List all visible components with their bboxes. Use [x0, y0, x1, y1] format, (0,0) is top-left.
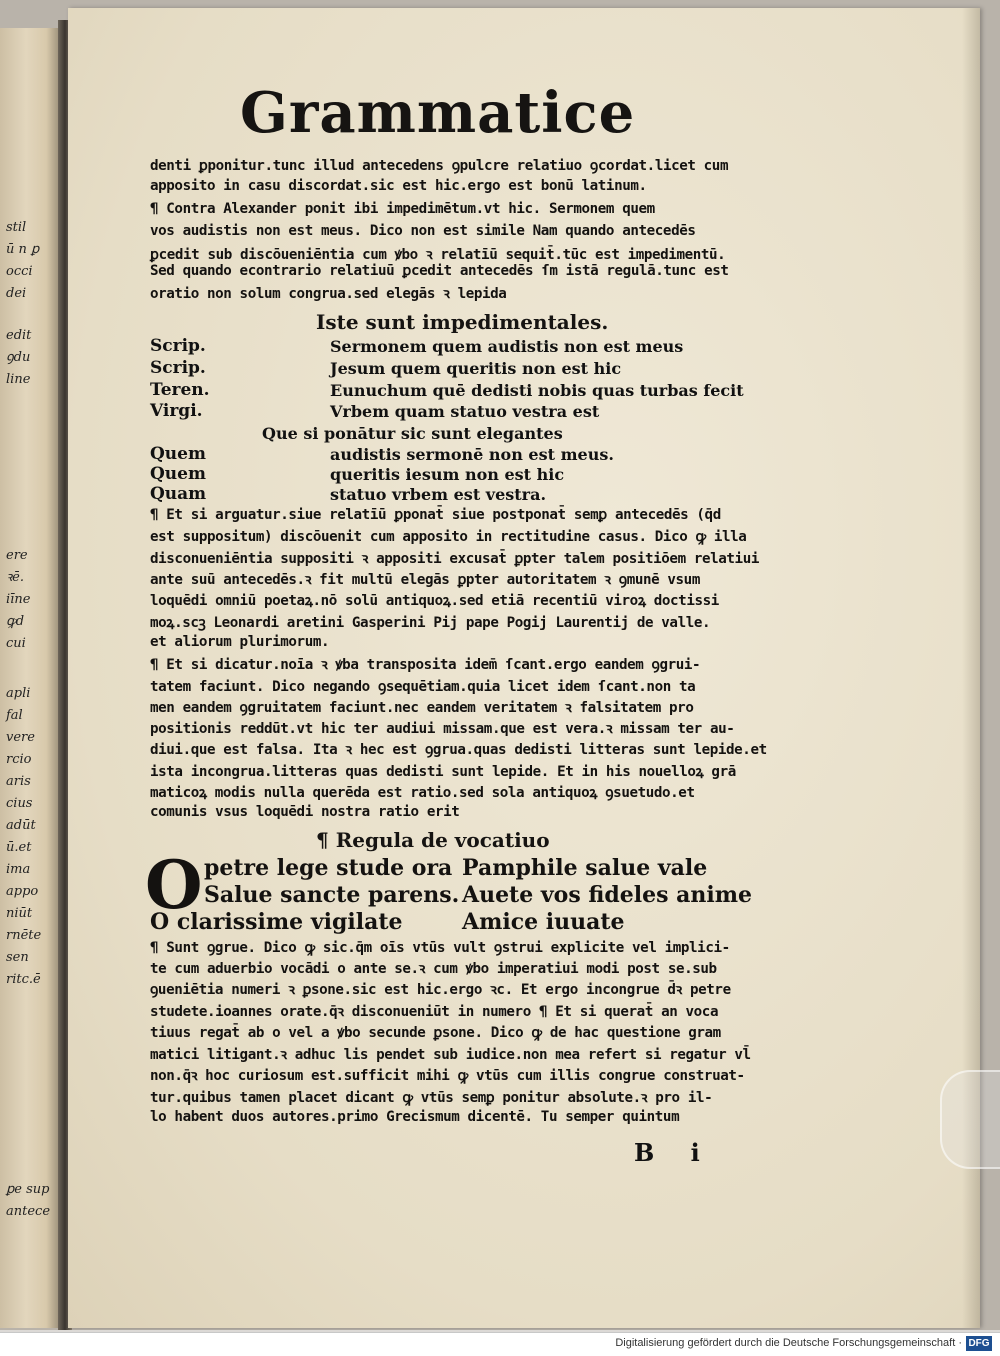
example-word: Quam: [150, 484, 207, 504]
section-heading: Iste sunt impedimentales.: [316, 310, 609, 334]
facing-page-fragment: ū.et: [6, 840, 32, 855]
example-text: Jesum quem queritis non est hic: [330, 359, 622, 378]
facing-page-fragment: dei: [6, 286, 27, 301]
example-word: Quem: [150, 464, 206, 484]
dfg-logo: DFG: [966, 1336, 992, 1351]
facing-page-fragment: vere: [6, 730, 35, 745]
text-line: disconueniēntia suppositi ꝛ appositi excusat̄ ꝑpter talem positiōem relatiui: [150, 551, 759, 567]
facing-page-fragment: stil: [6, 220, 27, 235]
text-line: te cum aduerbio vocādi o ante se.ꝛ cum ꝟbo imperatiui modi post se.sub: [150, 961, 717, 977]
page-title: Grammatice: [240, 80, 636, 146]
example-word: Quem: [150, 444, 206, 464]
facing-page-fragment: ū n ꝑ: [6, 242, 40, 257]
facing-page-fragment: appo: [6, 884, 39, 899]
text-line: comunis vsus loquēdi nostra ratio erit: [150, 804, 460, 820]
facing-page-fragment: ritc.ē: [6, 972, 41, 987]
text-line: ¶ Contra Alexander ponit ibi impedimētum.vt hic. Sermonem quem: [150, 201, 655, 217]
facing-page-fragment: ima: [6, 862, 31, 877]
page-clip: [940, 1070, 1000, 1169]
facing-page-fragment: sen: [6, 950, 29, 965]
text-line: ante suū antecedēs.ꝛ fit multū elegās ꝑpter autoritatem ꝛ ꝯmunē vsum: [150, 572, 700, 588]
text-line: diui.que est falsa. Ita ꝛ hec est ꝯgrua.quas dedisti litteras sunt lepide.et: [150, 742, 767, 758]
text-line: matici litigant.ꝛ adhuc lis pendet sub iudice.non mea refert si regatur vl̄: [150, 1047, 751, 1063]
vocative-example: Salue sancte parens.: [204, 882, 460, 908]
section-heading: ¶ Regula de vocatiuo: [316, 828, 550, 852]
text-line: vos audistis non est meus. Dico non est simile Nam quando antecedēs: [150, 223, 696, 239]
text-line: men eandem ꝯgruitatem faciunt.nec eandem veritatem ꝛ falsitatem pro: [150, 700, 694, 716]
text-line: ꝯueniētia numeri ꝛ ꝑsone.sic est hic.ergo ꝛc. Et ergo incongrue d̄ꝛ petre: [150, 982, 731, 998]
facing-page-fragment: apli: [6, 686, 31, 701]
text-line: denti ꝑponitur.tunc illud antecedens ꝯpulcre relatiuo ꝯcordat.licet cum: [150, 158, 729, 174]
text-line: oratio non solum congrua.sed elegās ꝛ lepida: [150, 286, 507, 302]
facing-page-edge: [0, 28, 58, 1328]
text-line: tatem faciunt. Dico negando ꝯsequētiam.quia licet idem ſcant.non ta: [150, 679, 696, 695]
facing-page-fragment: ꝯdu: [6, 350, 31, 365]
signature-mark: B i: [634, 1138, 714, 1167]
facing-page-fragment: antece: [6, 1204, 51, 1219]
text-line: ¶ Sunt ꝯgrue. Dico ꝙ sic.q̄m oīs vtūs vult ꝯstrui explicite vel implici-: [150, 940, 730, 956]
facing-page-fragment: ꝛē.: [6, 570, 24, 585]
text-line: ꝑcedit sub discōueniēntia cum ꝟbo ꝛ relatīū sequit̄.tūc est impedimentū.: [150, 247, 726, 263]
text-line: tiuus regat̄ ab o vel a ꝟbo secunde ꝑsone. Dico ꝙ de hac questione gram: [150, 1025, 721, 1041]
vocative-example: Amice iuuate: [462, 909, 625, 935]
facing-page-fragment: rcio: [6, 752, 32, 767]
text-line: est suppositum) discōuenit cum apposito in rectitudine casus. Dico ꝙ illa: [150, 529, 747, 545]
text-line: ¶ Et si arguatur.siue relatīū ꝑponat̄ siue postponat̄ semꝑ antecedēs (q̄d: [150, 507, 721, 523]
footer-bar: [0, 1332, 1000, 1356]
facing-page-fragment: aris: [6, 774, 31, 789]
text-line: positionis reddūt.vt hic ter audiui missam.que est vera.ꝛ missam ter au-: [150, 721, 735, 737]
drop-cap: O: [145, 846, 203, 924]
example-text: Eunuchum quē dedisti nobis quas turbas fecit: [330, 381, 744, 400]
example-text: audistis sermonē non est meus.: [330, 445, 614, 464]
text-line: tur.quibus tamen placet dicant ꝙ vtūs semꝑ ponitur absolute.ꝛ pro il-: [150, 1090, 713, 1106]
text-line: moꝝ.scꝫ Leonardi aretini Gasperini Pij pape Pogij Laurentij de valle.: [150, 615, 711, 631]
facing-page-fragment: adūt: [6, 818, 36, 833]
example-source: Teren.: [150, 380, 210, 400]
facing-page-fragment: fal: [6, 708, 23, 723]
text-line: loquēdi omniū poetaꝝ.nō solū antiquoꝝ.sed etiā recentiū viroꝝ doctissi: [150, 593, 719, 609]
vocative-example: Auete vos fideles anime: [462, 882, 753, 908]
example-source: Scrip.: [150, 358, 206, 378]
example-text: queritis iesum non est hic: [330, 465, 565, 484]
facing-page-fragment: iīne: [6, 592, 31, 607]
text-line: lo habent duos autores.primo Grecismum dicentē. Tu semper quintum: [150, 1109, 680, 1125]
example-text: Vrbem quam statuo vestra est: [330, 402, 600, 421]
facing-page-fragment: ere: [6, 548, 28, 563]
text-line: apposito in casu discordat.sic est hic.ergo est bonū latinum.: [150, 178, 647, 194]
text-line: ¶ Et si dicatur.noīa ꝛ ꝟba transposita idem̄ ſcant.ergo eandem ꝯgrui-: [150, 657, 701, 673]
facing-page-fragment: niūt: [6, 906, 33, 921]
text-line: Sed quando econtrario relatiuū ꝑcedit antecedēs ſm istā regulā.tunc est: [150, 263, 729, 279]
text-line: ista incongrua.litteras quas dedisti sunt lepide. Et in his nouelloꝝ grā: [150, 764, 736, 780]
facing-page-fragment: cius: [6, 796, 33, 811]
facing-page-fragment: line: [6, 372, 31, 387]
text-line: non.q̄ꝛ hoc curiosum est.sufficit mihi ꝙ vtūs cum illis congrue construat-: [150, 1068, 745, 1084]
facing-page-fragment: ꝑe sup: [6, 1182, 50, 1197]
example-text: Sermonem quem audistis non est meus: [330, 337, 684, 356]
facing-page-fragment: ꝙd: [6, 614, 25, 629]
vocative-example: Pamphile salue vale: [462, 855, 708, 881]
text-line: studete.ioannes orate.q̄ꝛ disconueniūt in numero ¶ Et si querat̄ an voca: [150, 1004, 719, 1020]
example-source: Scrip.: [150, 336, 206, 356]
text-line: maticoꝝ modis nulla querēda est ratio.sed sola antiquoꝝ ꝯsuetudo.et: [150, 785, 695, 801]
text-line: et aliorum plurimorum.: [150, 634, 330, 650]
vocative-example: petre lege stude ora: [204, 855, 453, 881]
subheading: Que si ponātur sic sunt elegantes: [262, 424, 563, 443]
example-source: Virgi.: [150, 401, 203, 421]
facing-page-fragment: rnēte: [6, 928, 42, 943]
facing-page-fragment: edit: [6, 328, 32, 343]
vocative-example: O clarissime vigilate: [150, 909, 403, 935]
funding-notice: Digitalisierung gefördert durch die Deutsche Forschungsgemeinschaft ·: [615, 1337, 962, 1349]
example-text: statuo vrbem est vestra.: [330, 485, 547, 504]
facing-page-fragment: occi: [6, 264, 33, 279]
facing-page-fragment: cui: [6, 636, 26, 651]
